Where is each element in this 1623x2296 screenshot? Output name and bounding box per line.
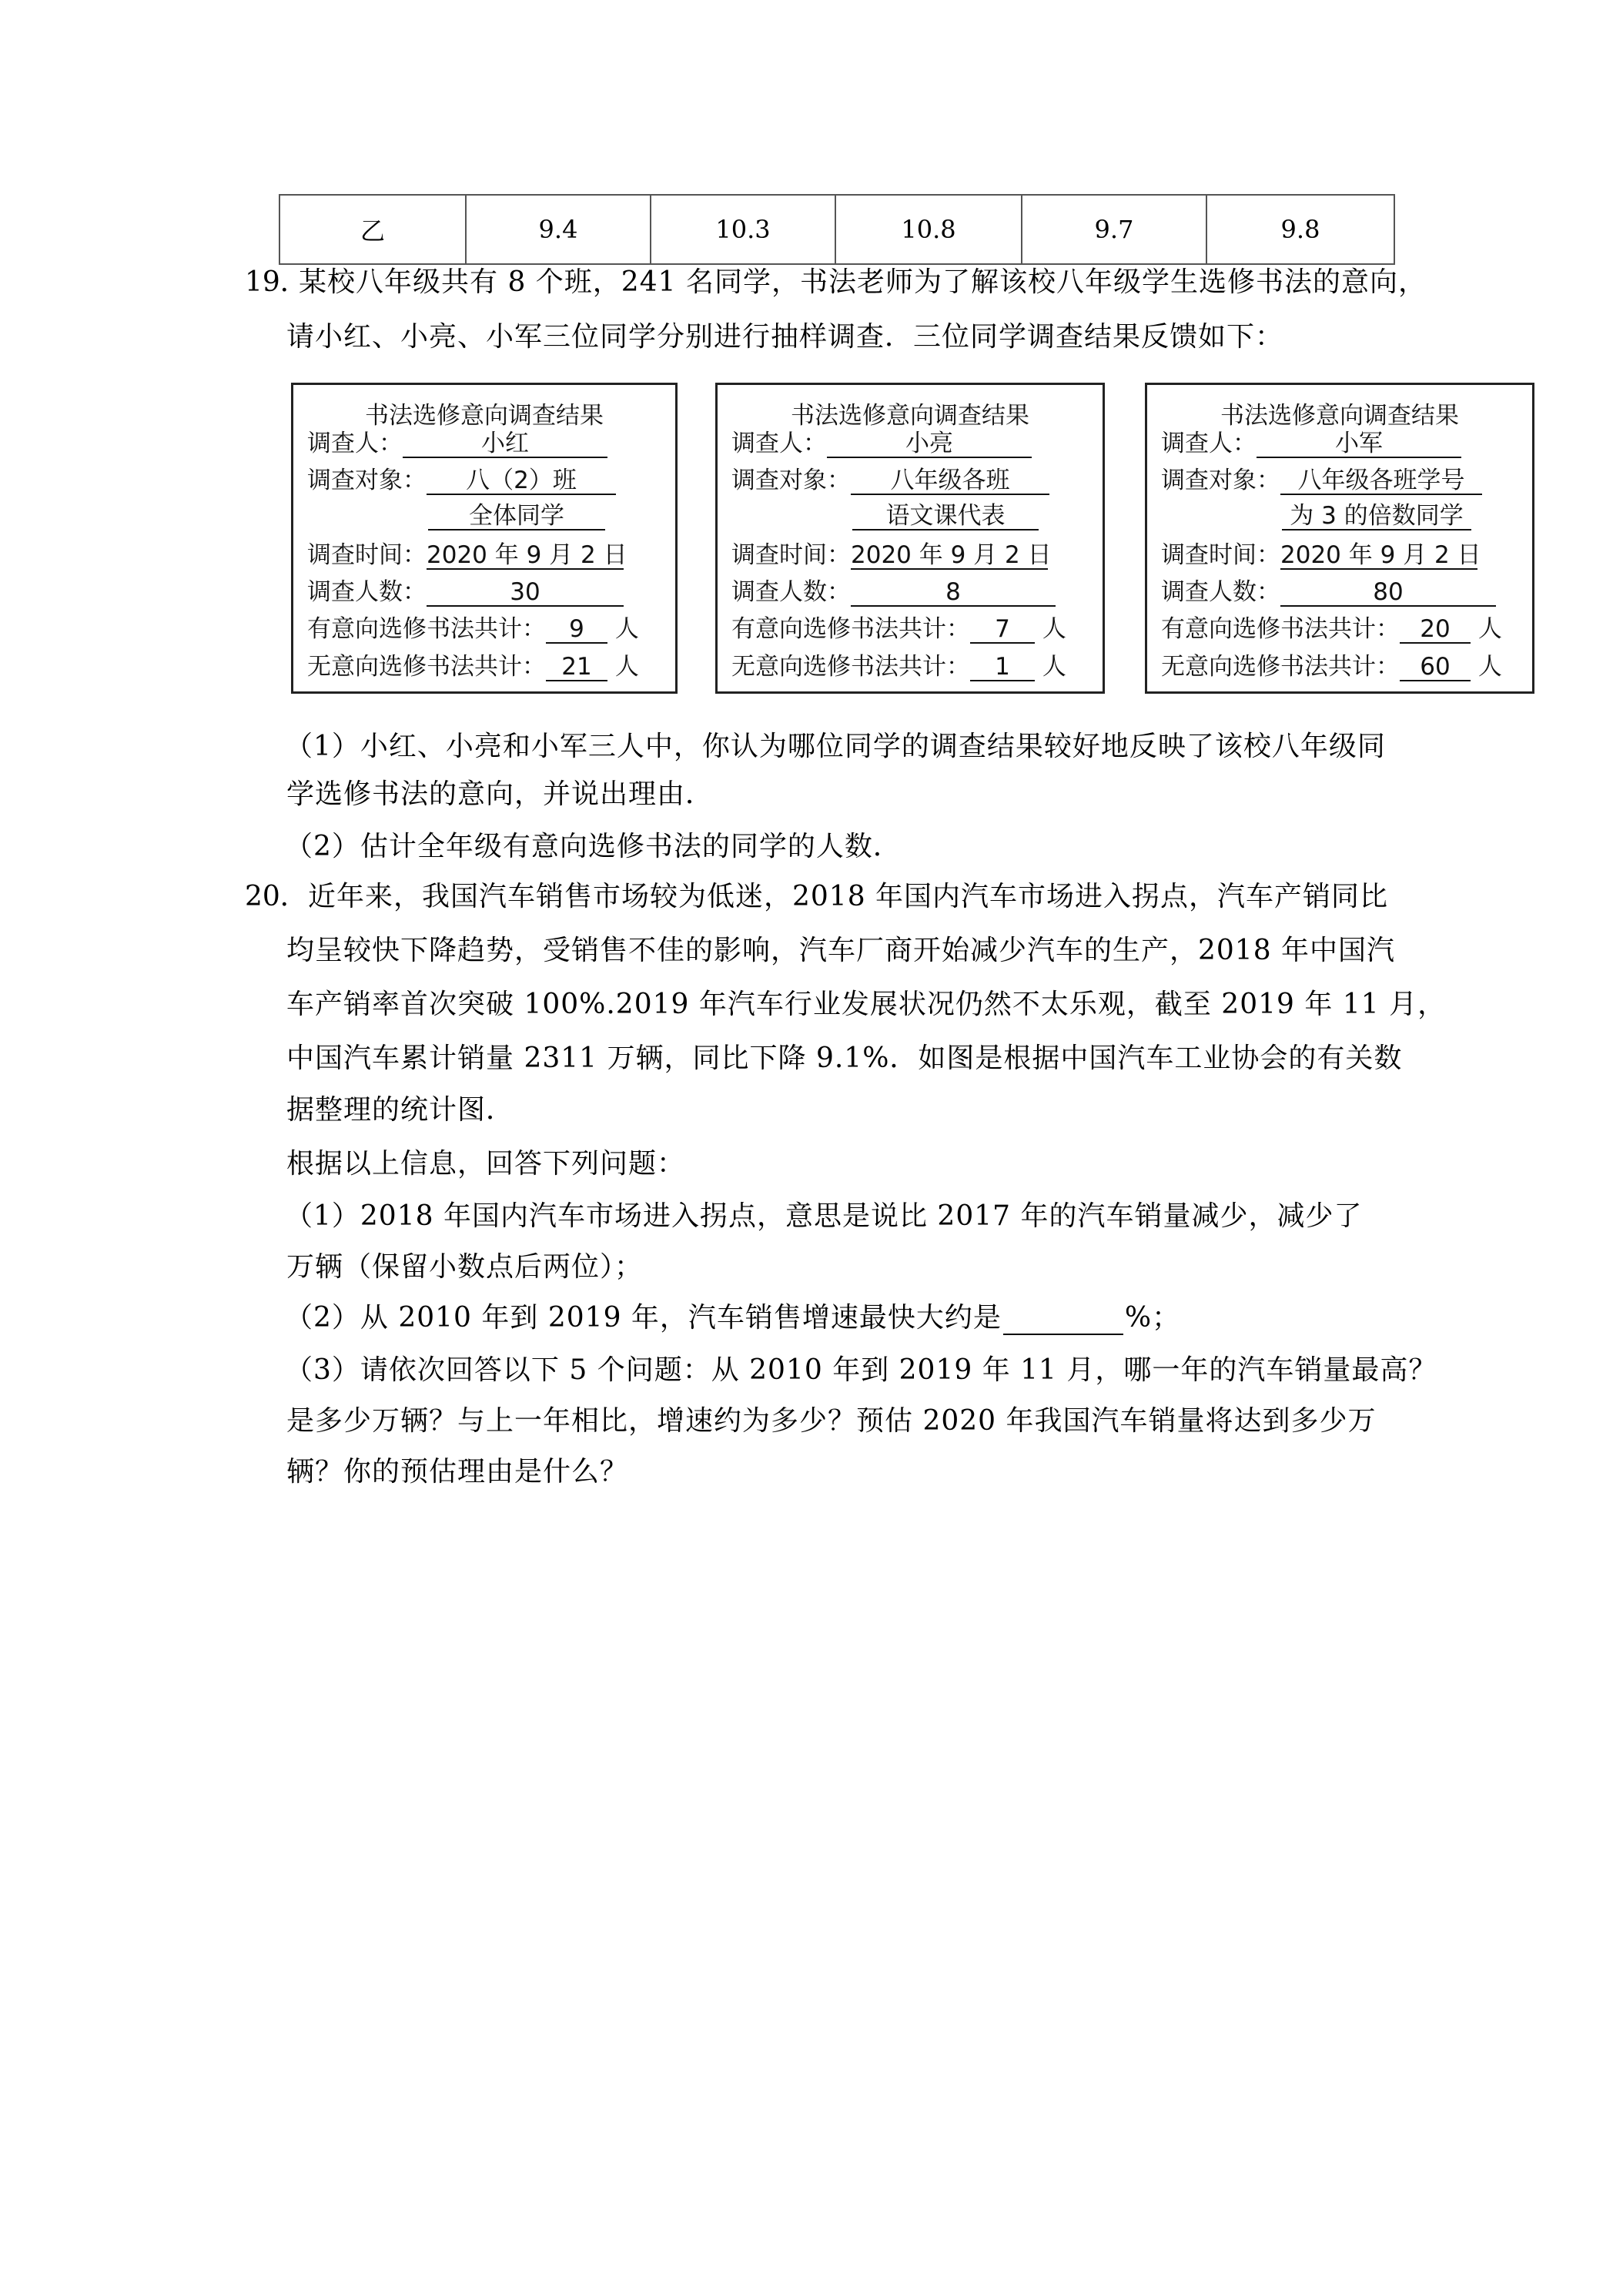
table-row xyxy=(279,195,1394,264)
card-row-time xyxy=(731,541,1052,570)
card-row-count xyxy=(1161,577,1496,607)
q20-text-line-4: 中国汽车累计销量 2311 万辆，同比下降 9.1%．如图是根据中国汽车工业协会的有关数 xyxy=(286,1043,1403,1074)
count-value: 80 xyxy=(1280,579,1496,607)
count-label: 调查人数： xyxy=(307,578,427,606)
no-unit: 人 xyxy=(1477,653,1502,681)
table-cell: 乙 xyxy=(279,195,466,264)
card-row-no xyxy=(307,652,639,681)
target-value-line-2: 语文课代表 xyxy=(852,503,1039,530)
card-row-target xyxy=(307,466,616,495)
no-label: 无意向选修书法共计： xyxy=(307,653,546,681)
target-value-line-2: 为 3 的倍数同学 xyxy=(1282,503,1471,530)
surveyor-label: 调查人： xyxy=(1161,430,1257,457)
surveyor-value: 小军 xyxy=(1257,430,1461,458)
count-label: 调查人数： xyxy=(1161,578,1280,606)
q20-sub1-line-2: 万辆（保留小数点后两位）； xyxy=(286,1251,644,1283)
time-label: 调查时间： xyxy=(307,541,427,569)
survey-card-xiaojun xyxy=(1145,383,1534,694)
no-value: 60 xyxy=(1400,654,1471,681)
card-row-yes xyxy=(731,614,1066,644)
surveyor-label: 调查人： xyxy=(307,430,403,457)
yes-unit: 人 xyxy=(1477,615,1502,643)
yes-unit: 人 xyxy=(1042,615,1066,643)
target-value-line-1: 八（2）班 xyxy=(427,467,616,495)
q19-sub2: （2）估计全年级有意向选修书法的同学的人数． xyxy=(285,831,902,862)
q20-text-line-1: 近年来，我国汽车销售市场较为低迷，2018 年国内汽车市场进入拐点，汽车产销同比 xyxy=(308,881,1389,912)
survey-card-xiaoliang xyxy=(715,383,1105,694)
count-value: 30 xyxy=(427,579,624,607)
card-row-yes xyxy=(307,614,639,644)
time-label: 调查时间： xyxy=(731,541,851,569)
no-unit: 人 xyxy=(614,653,639,681)
card-row-surveyor xyxy=(307,429,607,458)
q20-sub2-prefix: （2）从 2010 年到 2019 年，汽车销售增速最快大约是 xyxy=(285,1302,1002,1334)
q20-text-line-3: 车产销率首次突破 100%.2019 年汽车行业发展状况仍然不太乐观，截至 2019 年 11 月， xyxy=(286,989,1447,1020)
count-label: 调查人数： xyxy=(731,578,851,606)
yes-value: 7 xyxy=(970,616,1035,644)
table-cell: 9.4 xyxy=(466,195,651,264)
target-label: 调查对象： xyxy=(731,467,851,494)
yes-value: 20 xyxy=(1400,616,1471,644)
q20-sub3-line-2: 是多少万辆？与上一年相比，增速约为多少？预估 2020 年我国汽车销量将达到多少万 xyxy=(286,1405,1377,1437)
q19-sub1-line-2: 学选修书法的意向，并说出理由． xyxy=(286,778,714,810)
card-title: 书法选修意向调查结果 xyxy=(365,402,604,430)
card-row-time xyxy=(1161,541,1481,570)
surveyor-value: 小亮 xyxy=(827,430,1032,458)
q20-sub3-line-3: 辆？你的预估理由是什么？ xyxy=(286,1456,629,1488)
card-row-surveyor xyxy=(1161,429,1461,458)
yes-unit: 人 xyxy=(614,615,639,643)
yes-label: 有意向选修书法共计： xyxy=(1161,615,1400,643)
q20-sub2 xyxy=(285,1301,1180,1335)
card-row-target xyxy=(731,466,1049,495)
card-row-yes xyxy=(1161,614,1502,644)
no-label: 无意向选修书法共计： xyxy=(1161,653,1400,681)
target-value-line-2: 全体同学 xyxy=(428,503,605,530)
question-number-20: 20． xyxy=(245,881,308,912)
no-value: 21 xyxy=(546,654,607,681)
count-value: 8 xyxy=(851,579,1056,607)
time-value: 2020 年 9 月 2 日 xyxy=(851,541,1052,569)
q19-text-line-1: 某校八年级共有 8 个班，241 名同学，书法老师为了解该校八年级学生选修书法的意向， xyxy=(299,266,1427,298)
table-cell: 9.8 xyxy=(1206,195,1394,264)
card-row-no xyxy=(731,652,1066,681)
q19-sub1-line-1: （1）小红、小亮和小军三人中，你认为哪位同学的调查结果较好地反映了该校八年级同 xyxy=(285,731,1386,762)
survey-card-xiaohong xyxy=(291,383,678,694)
target-label: 调查对象： xyxy=(1161,467,1280,494)
table-cell: 9.7 xyxy=(1022,195,1206,264)
table-cell: 10.8 xyxy=(835,195,1022,264)
target-value-line-1: 八年级各班学号 xyxy=(1280,467,1482,495)
q20-sub1-line-1: （1）2018 年国内汽车市场进入拐点，意思是说比 2017 年的汽车销量减少，减少了 xyxy=(285,1200,1363,1232)
time-value: 2020 年 9 月 2 日 xyxy=(1280,541,1481,569)
yes-value: 9 xyxy=(546,616,607,644)
time-label: 调查时间： xyxy=(1161,541,1280,569)
no-label: 无意向选修书法共计： xyxy=(731,653,970,681)
answer-blank[interactable] xyxy=(1003,1307,1123,1335)
target-label: 调查对象： xyxy=(307,467,427,494)
no-unit: 人 xyxy=(1042,653,1066,681)
surveyor-value: 小红 xyxy=(403,430,607,458)
card-row-count xyxy=(731,577,1056,607)
card-row-count xyxy=(307,577,624,607)
table-cell: 10.3 xyxy=(651,195,835,264)
card-title: 书法选修意向调查结果 xyxy=(791,402,1029,430)
q20-sub2-suffix: %； xyxy=(1124,1302,1181,1334)
card-row-time xyxy=(307,541,627,570)
surveyor-label: 调查人： xyxy=(731,430,827,457)
time-value: 2020 年 9 月 2 日 xyxy=(427,541,627,569)
q20-sub3-line-1: （3）请依次回答以下 5 个问题：从 2010 年到 2019 年 11 月，哪一年的汽车销量最高？ xyxy=(285,1354,1437,1386)
card-title: 书法选修意向调查结果 xyxy=(1220,402,1459,430)
score-table xyxy=(279,194,1395,265)
card-row-target xyxy=(1161,466,1482,495)
q19-text-line-2: 请小红、小亮、小军三位同学分别进行抽样调查．三位同学调查结果反馈如下： xyxy=(286,321,1284,353)
q20-intro: 根据以上信息，回答下列问题： xyxy=(286,1148,686,1180)
yes-label: 有意向选修书法共计： xyxy=(731,615,970,643)
question-number-19: 19． xyxy=(245,266,308,298)
no-value: 1 xyxy=(970,654,1035,681)
card-row-no xyxy=(1161,652,1502,681)
card-row-surveyor xyxy=(731,429,1032,458)
q20-text-line-5: 据整理的统计图． xyxy=(286,1094,515,1126)
q20-text-line-2: 均呈较快下降趋势，受销售不佳的影响，汽车厂商开始减少汽车的生产，2018 年中国汽 xyxy=(286,935,1396,966)
target-value-line-1: 八年级各班 xyxy=(851,467,1049,495)
yes-label: 有意向选修书法共计： xyxy=(307,615,546,643)
